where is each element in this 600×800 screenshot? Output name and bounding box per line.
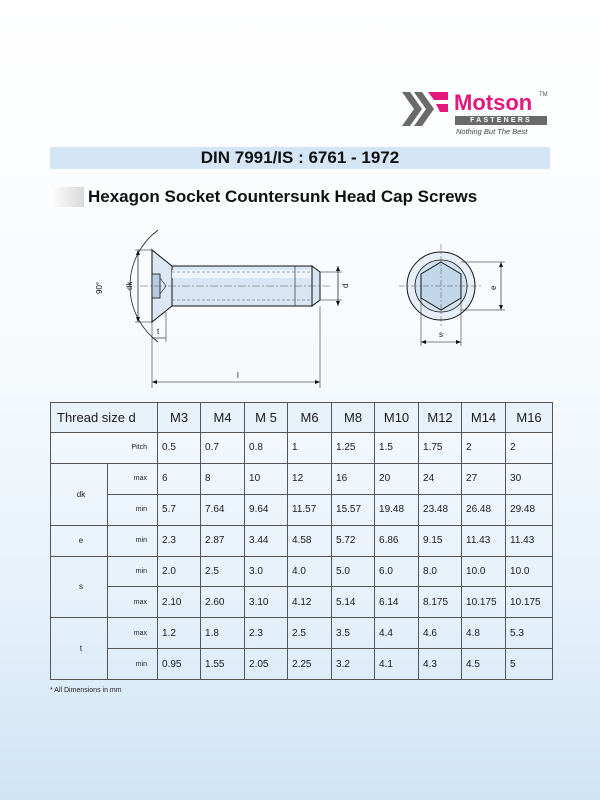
table-cell: 4.58 xyxy=(288,525,332,556)
table-cell: 0.95 xyxy=(158,649,201,680)
size-header: M14 xyxy=(462,403,506,433)
table-row-t-min xyxy=(51,649,553,680)
table-row-dk-max xyxy=(51,463,553,494)
table-header-row xyxy=(51,403,553,433)
dk-param-label: dk xyxy=(51,463,108,525)
table-cell: 20 xyxy=(375,463,419,494)
table-cell: 10 xyxy=(245,463,288,494)
brand-tagline: Nothing But The Best xyxy=(456,127,528,136)
table-row-s-min xyxy=(51,556,553,587)
table-cell: 8.175 xyxy=(419,587,462,618)
min-label: min xyxy=(108,556,158,587)
table-cell: 10.0 xyxy=(462,556,506,587)
size-header: M4 xyxy=(201,403,245,433)
table-cell: 3.2 xyxy=(332,649,375,680)
size-header: M8 xyxy=(332,403,375,433)
table-cell: 2.25 xyxy=(288,649,332,680)
table-cell: 1.2 xyxy=(158,618,201,649)
table-cell: 11.43 xyxy=(506,525,553,556)
table-cell: 3.5 xyxy=(332,618,375,649)
table-cell: 4.1 xyxy=(375,649,419,680)
table-cell: 12 xyxy=(288,463,332,494)
table-cell: 6.0 xyxy=(375,556,419,587)
d-label: d xyxy=(341,283,350,288)
table-cell: 24 xyxy=(419,463,462,494)
table-cell: 15.57 xyxy=(332,494,375,525)
size-header: M 5 xyxy=(245,403,288,433)
table-cell: 0.5 xyxy=(158,433,201,464)
size-header: M3 xyxy=(158,403,201,433)
table-cell: 3.0 xyxy=(245,556,288,587)
table-cell: 8.0 xyxy=(419,556,462,587)
max-label: max xyxy=(108,618,158,649)
dimensions-footnote: * All Dimensions in mm xyxy=(50,687,122,694)
product-title: Hexagon Socket Countersunk Head Cap Screws xyxy=(88,187,478,206)
table-cell: 10.0 xyxy=(506,556,553,587)
table-cell: 1.8 xyxy=(201,618,245,649)
table-cell: 9.15 xyxy=(419,525,462,556)
l-label: l xyxy=(237,371,239,380)
motson-logo-icon xyxy=(402,92,448,126)
table-cell: 4.12 xyxy=(288,587,332,618)
s-label: s xyxy=(439,330,443,339)
table-cell: 2.05 xyxy=(245,649,288,680)
table-cell: 30 xyxy=(506,463,553,494)
table-cell: 5.14 xyxy=(332,587,375,618)
e-label: e xyxy=(489,285,498,290)
table-cell: 4.0 xyxy=(288,556,332,587)
size-header: M10 xyxy=(375,403,419,433)
size-header: M6 xyxy=(288,403,332,433)
pitch-label: Pitch xyxy=(51,433,158,464)
table-cell: 23.48 xyxy=(419,494,462,525)
table-cell: 2.5 xyxy=(201,556,245,587)
table-cell: 0.8 xyxy=(245,433,288,464)
table-cell: 1.75 xyxy=(419,433,462,464)
title-accent-bar xyxy=(50,187,84,207)
table-cell: 1.5 xyxy=(375,433,419,464)
table-cell: 29.48 xyxy=(506,494,553,525)
table-cell: 10.175 xyxy=(506,587,553,618)
table-cell: 0.7 xyxy=(201,433,245,464)
table-cell: 8 xyxy=(201,463,245,494)
table-cell: 2.10 xyxy=(158,587,201,618)
dk-label: dk xyxy=(125,281,134,290)
table-cell: 5.7 xyxy=(158,494,201,525)
table-cell: 27 xyxy=(462,463,506,494)
table-row-s-max xyxy=(51,587,553,618)
table-cell: 4.8 xyxy=(462,618,506,649)
table-cell: 19.48 xyxy=(375,494,419,525)
max-label: max xyxy=(108,463,158,494)
min-label: min xyxy=(108,649,158,680)
thread-size-header: Thread size d xyxy=(51,403,158,433)
table-cell: 9.64 xyxy=(245,494,288,525)
table-row-pitch xyxy=(51,433,553,464)
size-header: M16 xyxy=(506,403,553,433)
table-cell: 6.14 xyxy=(375,587,419,618)
table-cell: 4.3 xyxy=(419,649,462,680)
table-cell: 2 xyxy=(462,433,506,464)
table-cell: 5 xyxy=(506,649,553,680)
standard-title: DIN 7991/IS : 6761 - 1972 xyxy=(200,148,400,167)
table-row-e-min xyxy=(51,525,553,556)
dimension-table xyxy=(50,402,553,680)
s-param-label: s xyxy=(51,556,108,618)
screw-side-view-drawing xyxy=(80,222,370,392)
table-cell: 5.3 xyxy=(506,618,553,649)
screw-head-front-view-drawing xyxy=(395,240,525,350)
table-cell: 5.72 xyxy=(332,525,375,556)
table-cell: 2.0 xyxy=(158,556,201,587)
min-label: min xyxy=(108,494,158,525)
table-cell: 26.48 xyxy=(462,494,506,525)
table-cell: 1 xyxy=(288,433,332,464)
angle-label: 90° xyxy=(95,281,104,294)
brand-name: Motson xyxy=(454,90,533,115)
table-cell: 2.3 xyxy=(245,618,288,649)
table-cell: 2.5 xyxy=(288,618,332,649)
table-cell: 2 xyxy=(506,433,553,464)
table-cell: 4.5 xyxy=(462,649,506,680)
table-cell: 7.64 xyxy=(201,494,245,525)
table-row-dk-min xyxy=(51,494,553,525)
table-cell: 5.0 xyxy=(332,556,375,587)
table-cell: 2.60 xyxy=(201,587,245,618)
table-cell: 1.55 xyxy=(201,649,245,680)
size-header: M12 xyxy=(419,403,462,433)
table-cell: 16 xyxy=(332,463,375,494)
table-cell: 10.175 xyxy=(462,587,506,618)
min-label: min xyxy=(108,525,158,556)
table-cell: 2.3 xyxy=(158,525,201,556)
brand-logo xyxy=(402,90,562,134)
brand-subtitle: FASTENERS xyxy=(455,116,547,125)
max-label: max xyxy=(108,587,158,618)
table-cell: 11.43 xyxy=(462,525,506,556)
table-cell: 1.25 xyxy=(332,433,375,464)
table-cell: 11.57 xyxy=(288,494,332,525)
table-cell: 3.10 xyxy=(245,587,288,618)
standard-banner xyxy=(50,147,550,169)
e-param-label: e xyxy=(51,525,108,556)
table-row-t-max xyxy=(51,618,553,649)
t-label: t xyxy=(157,327,160,336)
t-param-label: t xyxy=(51,618,108,680)
table-cell: 6.86 xyxy=(375,525,419,556)
table-cell: 4.6 xyxy=(419,618,462,649)
trademark-mark: TM xyxy=(539,92,548,98)
table-cell: 3.44 xyxy=(245,525,288,556)
table-cell: 6 xyxy=(158,463,201,494)
table-cell: 2.87 xyxy=(201,525,245,556)
table-cell: 4.4 xyxy=(375,618,419,649)
